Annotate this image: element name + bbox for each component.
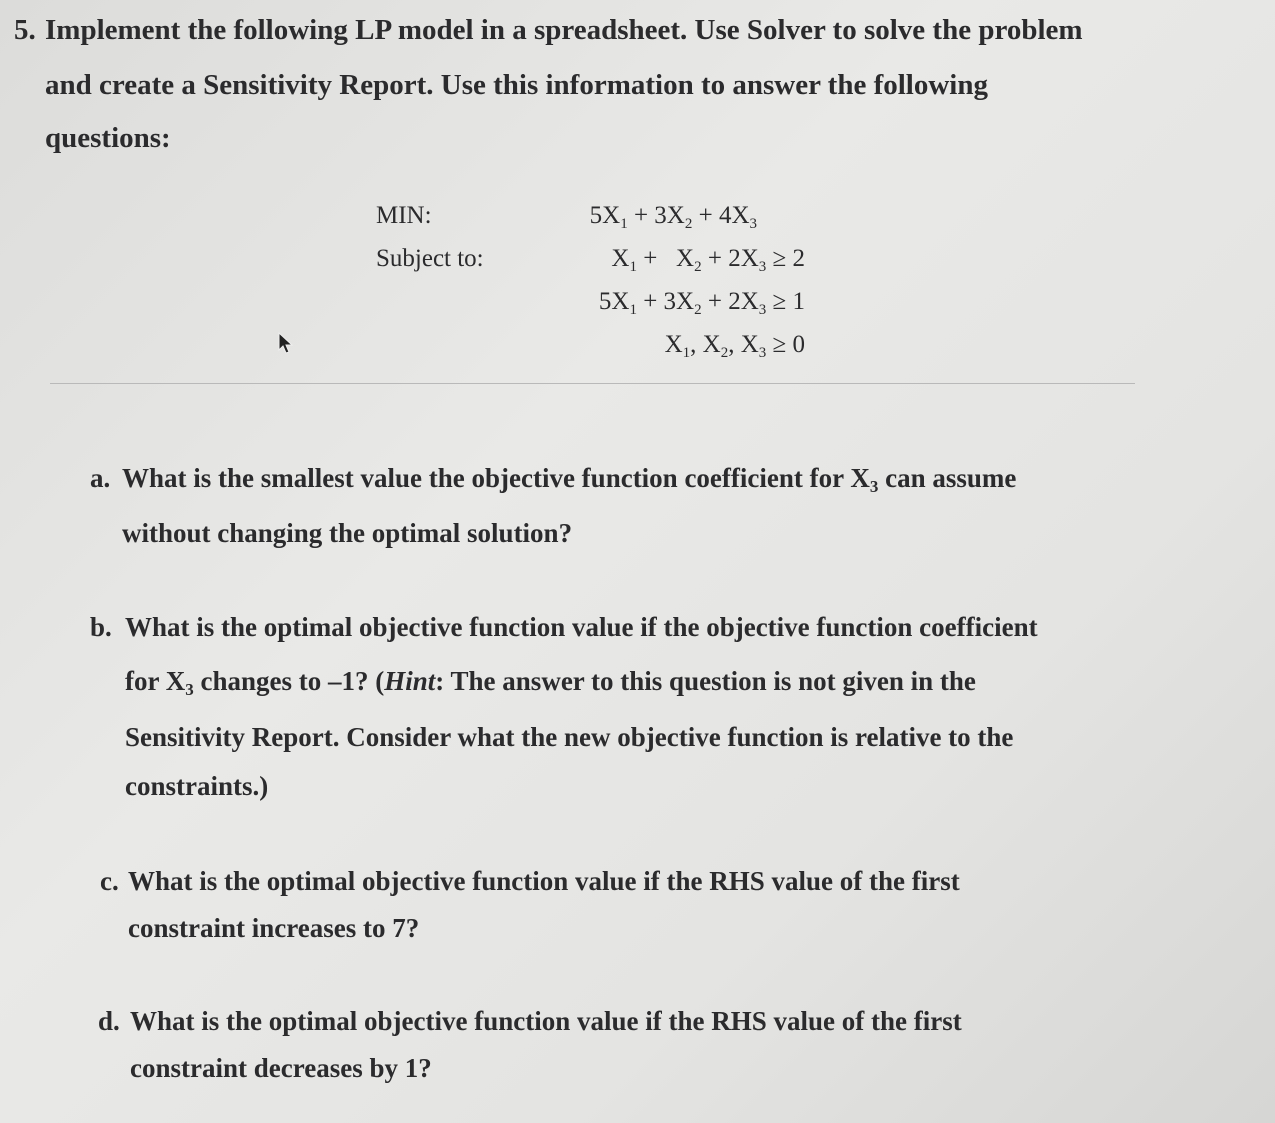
nonnegativity-constraint — [665, 331, 805, 359]
text-segment: What is the smallest value the objective function coefficient for X — [122, 463, 870, 493]
subscript: 3 — [758, 345, 767, 361]
text-segment: : The answer to this question is not given in the — [435, 666, 976, 696]
question-line — [130, 1006, 962, 1037]
text-segment: , X — [728, 331, 759, 358]
question-line — [125, 771, 268, 802]
text-segment: changes to –1? ( — [193, 666, 385, 696]
subscript: 3 — [758, 259, 767, 275]
text-segment: + 3X — [627, 202, 685, 229]
text-segment: can assume — [878, 463, 1017, 493]
intro-line: questions: — [45, 122, 171, 154]
text-segment: X — [611, 245, 630, 272]
text-segment: , X — [690, 331, 721, 358]
text-segment: + 2X — [701, 288, 759, 315]
text-segment: 5X — [589, 202, 621, 229]
problem-number: 5. — [14, 14, 36, 46]
subscript: 1 — [629, 259, 637, 275]
question-letter: d. — [98, 1006, 120, 1036]
text-segment: 5X — [598, 288, 630, 315]
subscript: 3 — [749, 216, 757, 232]
text-segment: constraint decreases by 1? — [130, 1053, 432, 1083]
subscript: 1 — [682, 345, 691, 361]
text-segment: ≥ 1 — [766, 288, 805, 315]
text-segment: for X — [125, 666, 186, 696]
text-segment: + X — [636, 245, 695, 272]
text-segment: Sensitivity Report. Consider what the new objective function is relative to the — [125, 722, 1014, 752]
constraint-2 — [599, 288, 805, 316]
text-segment: + 4X — [692, 202, 750, 229]
text-segment: constraints.) — [125, 771, 269, 801]
constraints-label: Subject to: — [376, 245, 484, 272]
question-line — [122, 463, 1016, 494]
text-segment: X — [664, 331, 683, 358]
constraint-1 — [611, 245, 805, 273]
objective-label: MIN: — [376, 202, 432, 229]
subscript: 3 — [758, 302, 767, 318]
subscript: 3 — [869, 477, 879, 496]
text-segment: ≥ 2 — [766, 245, 805, 272]
text-segment: ≥ 0 — [766, 331, 805, 358]
subscript: 2 — [684, 216, 693, 232]
question-line — [130, 1053, 432, 1084]
text-segment: + 2X — [701, 245, 759, 272]
subscript: 2 — [694, 302, 702, 318]
intro-line: and create a Sensitivity Report. Use this information to answer the following — [45, 69, 988, 101]
question-letter: b. — [90, 612, 112, 642]
question-line — [122, 518, 572, 549]
subscript: 3 — [185, 680, 194, 699]
question-line — [128, 913, 419, 944]
question-line — [125, 722, 1013, 753]
mouse-cursor-icon — [277, 332, 295, 359]
text-segment: What is the optimal objective function value if the RHS value of the first — [128, 866, 960, 896]
intro-line: Implement the following LP model in a spreadsheet. Use Solver to solve the problem — [45, 14, 1083, 46]
subscript: 2 — [694, 259, 702, 275]
question-line — [125, 612, 1038, 643]
text-segment: + 3X — [636, 288, 695, 315]
objective-function — [590, 202, 757, 230]
question-letter: a. — [90, 463, 111, 493]
divider — [50, 383, 1135, 384]
subscript: 2 — [720, 345, 729, 361]
question-line — [128, 866, 960, 897]
italic-text: Hint — [384, 666, 436, 696]
text-segment: What is the optimal objective function value if the objective function coefficient — [125, 612, 1038, 642]
text-segment: without changing the optimal solution? — [122, 518, 573, 548]
subscript: 1 — [629, 302, 637, 318]
question-letter: c. — [100, 866, 119, 896]
subscript: 1 — [620, 216, 628, 232]
question-line — [125, 666, 976, 697]
text-segment: What is the optimal objective function value if the RHS value of the first — [130, 1006, 962, 1036]
text-segment: constraint increases to 7? — [128, 913, 420, 943]
